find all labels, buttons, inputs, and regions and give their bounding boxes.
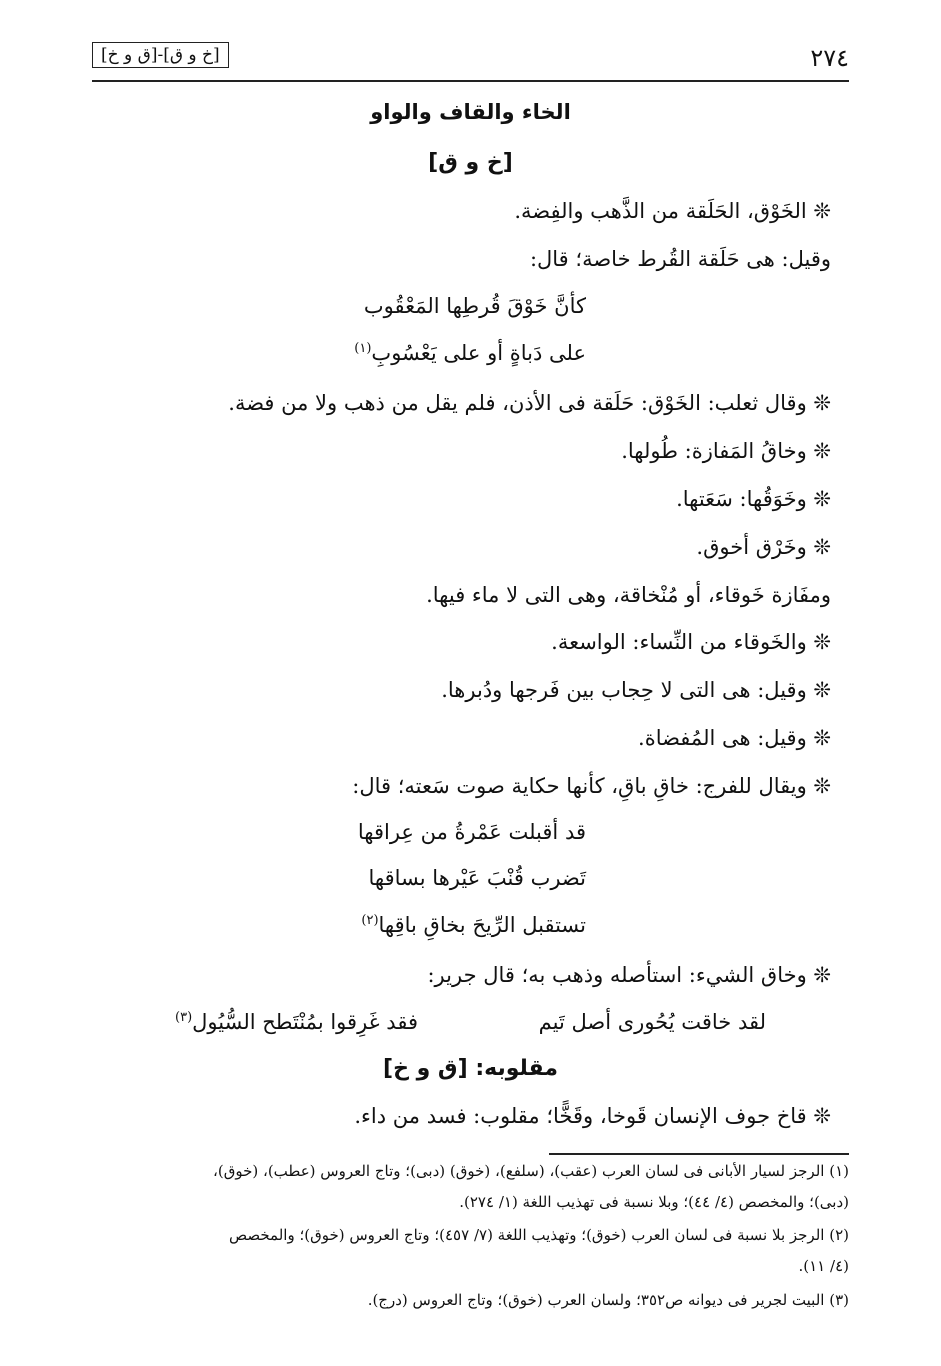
verse-line [354,341,586,365]
footnote-mark: (٣) [175,1010,193,1025]
entry-line: ❊ الخَوْق، الحَلَقة من الذَّهب والفِضة. [514,199,831,223]
page-number: ٢٧٤ [810,44,849,72]
verse-line: كأنَّ خَوْقَ قُرطِها المَعْقُوب [363,294,586,318]
verse-line: تَضرب قُنْبَ عَيْرها بساقها [368,866,586,890]
running-head: [خ و ق]-[ق و خ] [92,42,229,68]
footnote-line: (٢) الرجز بلا نسبة فى لسان العرب (خوق)؛ وتهذيب اللغة (٧/ ٤٥٧)؛ وتاج العروس (خوق)؛ والمخصص [228,1226,849,1244]
page-header [92,36,849,76]
footnote-line: (دبى)؛ والمخصص (٤/ ٤٤)؛ وبلا نسبة فى تهذيب اللغة (١/ ٢٧٤). [459,1193,849,1211]
section-heading: الخاء والقاف والواو [370,100,571,124]
entry-line: ❊ وقيل: هى المُفضاة. [638,726,831,750]
verse-text: على دَباةٍ أو على يَعْسُوبِ [371,341,586,365]
footnote-line: (٤/ ١١). [798,1257,849,1275]
entry-line: ❊ وخاق الشيء: استأصله وذهب به؛ قال جرير: [427,963,831,987]
footnote-mark: (١) [354,341,372,356]
entry-line: ❊ وخَوَقُها: سَعَتها. [676,487,831,511]
footnote-line: (٣) البيت لجرير فى ديوانه ص٣٥٢؛ ولسان العرب (خوق)؛ وتاج العروس (درج). [367,1291,849,1309]
entry-line: ❊ والخَوقاء من النِّساء: الواسعة. [551,630,831,654]
verse-text: تستقبل الرِّيحَ بخاقِ باقِها [378,913,586,937]
entry-line: ❊ وخَرْق أخوق. [696,535,831,559]
entry-line: ومفَازة خَوقاء، أو مُنْخاقة، وهى التى لا ماء فيها. [426,583,831,607]
header-rule [92,80,849,82]
entry-line: ❊ وقال ثعلب: الخَوْق: حَلَقة فى الأذن، فلم يقل من ذهب ولا من فضة. [228,391,831,415]
footnote-line: (١) الرجز لسيار الأبانى فى لسان العرب (عقب)، (سلفع)، (خوق) (دبى)؛ وتاج العروس (عطب)، (خوق)، [213,1162,849,1180]
verse-text: فقد غَرِقوا بمُنْتَطح السُّيُول [192,1010,418,1034]
root-heading: [خ و ق] [428,150,513,175]
verse-couplet [175,1010,766,1040]
verse-line: قد أقبلت عَمْرةُ من عِراقها [357,820,586,844]
verse-line [361,913,586,937]
entry-line: وقيل: هى حَلَقة القُرط خاصة؛ قال: [529,247,831,271]
inverse-heading: مقلوبه: [ق و خ] [383,1056,558,1081]
entry-line: ❊ وقيل: هى التى لا حِجاب بين فَرجها ودُبرها. [441,678,831,702]
entry-line: ❊ ويقال للفرج: خاقِ باقِ، كأنها حكاية صوت سَعته؛ قال: [352,774,831,798]
verse-hemistich-second [175,1010,418,1034]
entry-line: ❊ قاخ جوف الإنسان قَوخا، وقَخًّا؛ مقلوب: فسد من داء. [354,1104,831,1128]
footnote-mark: (٢) [361,913,379,928]
entry-line: ❊ وخاقُ المَفازة: طُولها. [621,439,831,463]
verse-hemistich-first: لقد خاقت يُحُورى أصل تَيم [538,1010,766,1034]
footnote-rule [549,1153,849,1155]
